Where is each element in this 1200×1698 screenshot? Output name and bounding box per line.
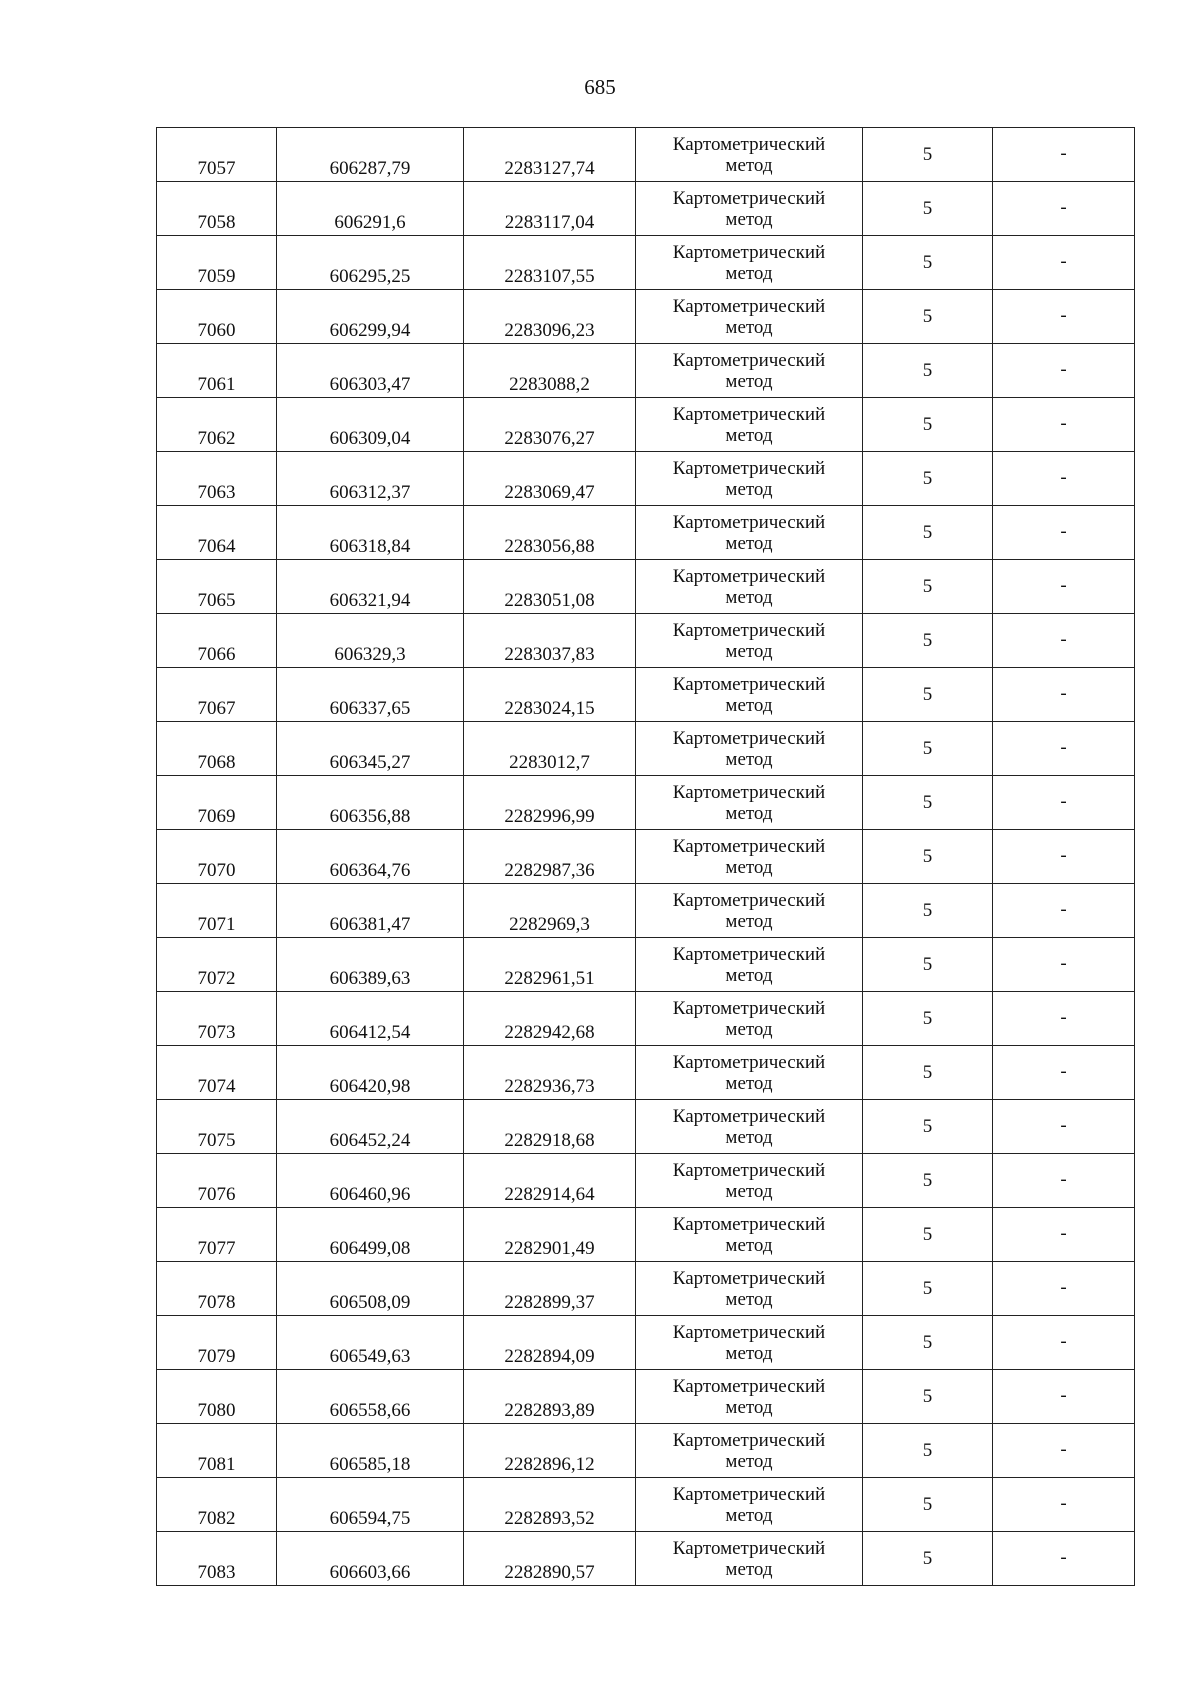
method-cell bbox=[636, 1478, 863, 1532]
table-row bbox=[157, 1046, 1135, 1100]
y-coordinate-cell: 2282894,09 bbox=[464, 1316, 636, 1370]
table-row bbox=[157, 1478, 1135, 1532]
note-cell: - bbox=[993, 776, 1135, 830]
point-number-cell: 7063 bbox=[157, 452, 277, 506]
method-line-1: Картометрический bbox=[672, 565, 826, 587]
point-number-cell: 7079 bbox=[157, 1316, 277, 1370]
note-cell: - bbox=[993, 1208, 1135, 1262]
table-row bbox=[157, 182, 1135, 236]
x-coordinate-cell: 606499,08 bbox=[277, 1208, 464, 1262]
method-line-2: метод bbox=[725, 154, 773, 176]
point-number-cell: 7083 bbox=[157, 1532, 277, 1586]
method-cell bbox=[636, 236, 863, 290]
y-coordinate-cell: 2282893,89 bbox=[464, 1370, 636, 1424]
method-cell bbox=[636, 398, 863, 452]
method-line-2: метод bbox=[725, 586, 773, 608]
point-number-cell: 7071 bbox=[157, 884, 277, 938]
method-cell bbox=[636, 128, 863, 182]
method-line-2: метод bbox=[725, 964, 773, 986]
point-number-cell: 7078 bbox=[157, 1262, 277, 1316]
method-line-1: Картометрический bbox=[672, 997, 826, 1019]
method-cell bbox=[636, 938, 863, 992]
method-cell bbox=[636, 992, 863, 1046]
method-line-2: метод bbox=[725, 1396, 773, 1418]
method-line-1: Картометрический bbox=[672, 1213, 826, 1235]
table-row bbox=[157, 722, 1135, 776]
table-row bbox=[157, 1154, 1135, 1208]
method-line-1: Картометрический bbox=[672, 835, 826, 857]
precision-cell: 5 bbox=[863, 560, 993, 614]
y-coordinate-cell: 2283056,88 bbox=[464, 506, 636, 560]
method-cell bbox=[636, 722, 863, 776]
method-line-2: метод bbox=[725, 208, 773, 230]
method-cell bbox=[636, 506, 863, 560]
method-line-2: метод bbox=[725, 856, 773, 878]
table-row bbox=[157, 938, 1135, 992]
note-cell: - bbox=[993, 1478, 1135, 1532]
note-cell: - bbox=[993, 1370, 1135, 1424]
table-row bbox=[157, 1532, 1135, 1586]
method-line-2: метод bbox=[725, 640, 773, 662]
x-coordinate-cell: 606312,37 bbox=[277, 452, 464, 506]
y-coordinate-cell: 2283127,74 bbox=[464, 128, 636, 182]
method-line-2: метод bbox=[725, 532, 773, 554]
y-coordinate-cell: 2283037,83 bbox=[464, 614, 636, 668]
point-number-cell: 7069 bbox=[157, 776, 277, 830]
point-number-cell: 7062 bbox=[157, 398, 277, 452]
point-number-cell: 7059 bbox=[157, 236, 277, 290]
note-cell: - bbox=[993, 830, 1135, 884]
note-cell: - bbox=[993, 1532, 1135, 1586]
y-coordinate-cell: 2282893,52 bbox=[464, 1478, 636, 1532]
table-body bbox=[157, 128, 1135, 1586]
method-line-1: Картометрический bbox=[672, 1429, 826, 1451]
method-cell bbox=[636, 290, 863, 344]
method-cell bbox=[636, 1100, 863, 1154]
method-line-1: Картометрический bbox=[672, 349, 826, 371]
precision-cell: 5 bbox=[863, 398, 993, 452]
method-line-1: Картометрический bbox=[672, 133, 826, 155]
x-coordinate-cell: 606291,6 bbox=[277, 182, 464, 236]
x-coordinate-cell: 606412,54 bbox=[277, 992, 464, 1046]
method-line-1: Картометрический bbox=[672, 943, 826, 965]
point-number-cell: 7072 bbox=[157, 938, 277, 992]
y-coordinate-cell: 2282901,49 bbox=[464, 1208, 636, 1262]
precision-cell: 5 bbox=[863, 1424, 993, 1478]
y-coordinate-cell: 2283076,27 bbox=[464, 398, 636, 452]
y-coordinate-cell: 2282942,68 bbox=[464, 992, 636, 1046]
y-coordinate-cell: 2283069,47 bbox=[464, 452, 636, 506]
y-coordinate-cell: 2282890,57 bbox=[464, 1532, 636, 1586]
precision-cell: 5 bbox=[863, 1478, 993, 1532]
note-cell: - bbox=[993, 1046, 1135, 1100]
point-number-cell: 7065 bbox=[157, 560, 277, 614]
point-number-cell: 7073 bbox=[157, 992, 277, 1046]
table-row bbox=[157, 668, 1135, 722]
point-number-cell: 7058 bbox=[157, 182, 277, 236]
note-cell: - bbox=[993, 668, 1135, 722]
note-cell: - bbox=[993, 1100, 1135, 1154]
method-line-1: Картометрический bbox=[672, 781, 826, 803]
table-row bbox=[157, 1424, 1135, 1478]
method-line-2: метод bbox=[725, 1180, 773, 1202]
method-cell bbox=[636, 344, 863, 398]
precision-cell: 5 bbox=[863, 1532, 993, 1586]
method-line-2: метод bbox=[725, 424, 773, 446]
table-row bbox=[157, 884, 1135, 938]
point-number-cell: 7057 bbox=[157, 128, 277, 182]
x-coordinate-cell: 606295,25 bbox=[277, 236, 464, 290]
method-line-1: Картометрический bbox=[672, 457, 826, 479]
method-line-1: Картометрический bbox=[672, 187, 826, 209]
precision-cell: 5 bbox=[863, 1100, 993, 1154]
note-cell: - bbox=[993, 398, 1135, 452]
method-line-1: Картометрический bbox=[672, 1321, 826, 1343]
method-line-2: метод bbox=[725, 370, 773, 392]
method-line-2: метод bbox=[725, 478, 773, 500]
table-row bbox=[157, 830, 1135, 884]
method-cell bbox=[636, 668, 863, 722]
y-coordinate-cell: 2283024,15 bbox=[464, 668, 636, 722]
y-coordinate-cell: 2282936,73 bbox=[464, 1046, 636, 1100]
method-line-2: метод bbox=[725, 1288, 773, 1310]
table-row bbox=[157, 1370, 1135, 1424]
precision-cell: 5 bbox=[863, 1208, 993, 1262]
y-coordinate-cell: 2282899,37 bbox=[464, 1262, 636, 1316]
table-row bbox=[157, 1316, 1135, 1370]
y-coordinate-cell: 2283088,2 bbox=[464, 344, 636, 398]
x-coordinate-cell: 606287,79 bbox=[277, 128, 464, 182]
y-coordinate-cell: 2282896,12 bbox=[464, 1424, 636, 1478]
table-row bbox=[157, 1262, 1135, 1316]
note-cell: - bbox=[993, 1424, 1135, 1478]
method-line-2: метод bbox=[725, 316, 773, 338]
method-cell bbox=[636, 614, 863, 668]
method-line-2: метод bbox=[725, 694, 773, 716]
table-row bbox=[157, 560, 1135, 614]
point-number-cell: 7060 bbox=[157, 290, 277, 344]
point-number-cell: 7068 bbox=[157, 722, 277, 776]
method-cell bbox=[636, 776, 863, 830]
precision-cell: 5 bbox=[863, 668, 993, 722]
method-cell bbox=[636, 830, 863, 884]
method-cell bbox=[636, 1532, 863, 1586]
point-number-cell: 7080 bbox=[157, 1370, 277, 1424]
method-cell bbox=[636, 884, 863, 938]
method-line-1: Картометрический bbox=[672, 1375, 826, 1397]
table-row bbox=[157, 398, 1135, 452]
method-line-2: метод bbox=[725, 1072, 773, 1094]
y-coordinate-cell: 2282987,36 bbox=[464, 830, 636, 884]
method-cell bbox=[636, 1316, 863, 1370]
x-coordinate-cell: 606364,76 bbox=[277, 830, 464, 884]
x-coordinate-cell: 606420,98 bbox=[277, 1046, 464, 1100]
precision-cell: 5 bbox=[863, 452, 993, 506]
method-line-2: метод bbox=[725, 1558, 773, 1580]
point-number-cell: 7067 bbox=[157, 668, 277, 722]
coordinates-table bbox=[156, 127, 1135, 1586]
note-cell: - bbox=[993, 560, 1135, 614]
method-line-2: метод bbox=[725, 910, 773, 932]
x-coordinate-cell: 606389,63 bbox=[277, 938, 464, 992]
table-row bbox=[157, 992, 1135, 1046]
method-line-1: Картометрический bbox=[672, 1267, 826, 1289]
precision-cell: 5 bbox=[863, 992, 993, 1046]
table-row bbox=[157, 128, 1135, 182]
point-number-cell: 7070 bbox=[157, 830, 277, 884]
point-number-cell: 7064 bbox=[157, 506, 277, 560]
x-coordinate-cell: 606337,65 bbox=[277, 668, 464, 722]
precision-cell: 5 bbox=[863, 938, 993, 992]
table-row bbox=[157, 506, 1135, 560]
y-coordinate-cell: 2283117,04 bbox=[464, 182, 636, 236]
note-cell: - bbox=[993, 1154, 1135, 1208]
note-cell: - bbox=[993, 1316, 1135, 1370]
method-line-1: Картометрический bbox=[672, 403, 826, 425]
method-line-1: Картометрический bbox=[672, 1051, 826, 1073]
method-line-2: метод bbox=[725, 748, 773, 770]
method-line-1: Картометрический bbox=[672, 295, 826, 317]
x-coordinate-cell: 606329,3 bbox=[277, 614, 464, 668]
table-row bbox=[157, 614, 1135, 668]
x-coordinate-cell: 606460,96 bbox=[277, 1154, 464, 1208]
x-coordinate-cell: 606508,09 bbox=[277, 1262, 464, 1316]
x-coordinate-cell: 606585,18 bbox=[277, 1424, 464, 1478]
method-cell bbox=[636, 1154, 863, 1208]
method-line-1: Картометрический bbox=[672, 1483, 826, 1505]
precision-cell: 5 bbox=[863, 344, 993, 398]
table-row bbox=[157, 452, 1135, 506]
method-cell bbox=[636, 1208, 863, 1262]
note-cell: - bbox=[993, 290, 1135, 344]
point-number-cell: 7074 bbox=[157, 1046, 277, 1100]
method-line-1: Картометрический bbox=[672, 241, 826, 263]
x-coordinate-cell: 606345,27 bbox=[277, 722, 464, 776]
precision-cell: 5 bbox=[863, 290, 993, 344]
method-line-2: метод bbox=[725, 802, 773, 824]
table-row bbox=[157, 776, 1135, 830]
method-line-1: Картометрический bbox=[672, 1537, 826, 1559]
point-number-cell: 7066 bbox=[157, 614, 277, 668]
method-line-2: метод bbox=[725, 1126, 773, 1148]
method-cell bbox=[636, 452, 863, 506]
y-coordinate-cell: 2283107,55 bbox=[464, 236, 636, 290]
x-coordinate-cell: 606356,88 bbox=[277, 776, 464, 830]
point-number-cell: 7082 bbox=[157, 1478, 277, 1532]
precision-cell: 5 bbox=[863, 236, 993, 290]
method-line-2: метод bbox=[725, 1504, 773, 1526]
precision-cell: 5 bbox=[863, 1370, 993, 1424]
point-number-cell: 7077 bbox=[157, 1208, 277, 1262]
table-row bbox=[157, 1100, 1135, 1154]
method-line-1: Картометрический bbox=[672, 511, 826, 533]
note-cell: - bbox=[993, 614, 1135, 668]
note-cell: - bbox=[993, 992, 1135, 1046]
x-coordinate-cell: 606309,04 bbox=[277, 398, 464, 452]
y-coordinate-cell: 2282961,51 bbox=[464, 938, 636, 992]
method-line-2: метод bbox=[725, 1450, 773, 1472]
note-cell: - bbox=[993, 1262, 1135, 1316]
table-row bbox=[157, 344, 1135, 398]
table-row bbox=[157, 290, 1135, 344]
y-coordinate-cell: 2283012,7 bbox=[464, 722, 636, 776]
precision-cell: 5 bbox=[863, 1262, 993, 1316]
x-coordinate-cell: 606452,24 bbox=[277, 1100, 464, 1154]
x-coordinate-cell: 606381,47 bbox=[277, 884, 464, 938]
note-cell: - bbox=[993, 938, 1135, 992]
method-line-2: метод bbox=[725, 1342, 773, 1364]
y-coordinate-cell: 2282969,3 bbox=[464, 884, 636, 938]
x-coordinate-cell: 606594,75 bbox=[277, 1478, 464, 1532]
method-line-2: метод bbox=[725, 1018, 773, 1040]
y-coordinate-cell: 2282996,99 bbox=[464, 776, 636, 830]
method-line-2: метод bbox=[725, 262, 773, 284]
note-cell: - bbox=[993, 506, 1135, 560]
precision-cell: 5 bbox=[863, 128, 993, 182]
point-number-cell: 7061 bbox=[157, 344, 277, 398]
method-line-1: Картометрический bbox=[672, 619, 826, 641]
precision-cell: 5 bbox=[863, 182, 993, 236]
precision-cell: 5 bbox=[863, 506, 993, 560]
note-cell: - bbox=[993, 182, 1135, 236]
point-number-cell: 7076 bbox=[157, 1154, 277, 1208]
table-row bbox=[157, 236, 1135, 290]
point-number-cell: 7075 bbox=[157, 1100, 277, 1154]
y-coordinate-cell: 2283051,08 bbox=[464, 560, 636, 614]
method-cell bbox=[636, 1046, 863, 1100]
precision-cell: 5 bbox=[863, 776, 993, 830]
x-coordinate-cell: 606549,63 bbox=[277, 1316, 464, 1370]
precision-cell: 5 bbox=[863, 830, 993, 884]
x-coordinate-cell: 606603,66 bbox=[277, 1532, 464, 1586]
method-line-1: Картометрический bbox=[672, 1105, 826, 1127]
note-cell: - bbox=[993, 452, 1135, 506]
precision-cell: 5 bbox=[863, 614, 993, 668]
method-line-1: Картометрический bbox=[672, 727, 826, 749]
y-coordinate-cell: 2282918,68 bbox=[464, 1100, 636, 1154]
method-line-1: Картометрический bbox=[672, 889, 826, 911]
x-coordinate-cell: 606318,84 bbox=[277, 506, 464, 560]
method-cell bbox=[636, 1424, 863, 1478]
table-row bbox=[157, 1208, 1135, 1262]
y-coordinate-cell: 2283096,23 bbox=[464, 290, 636, 344]
x-coordinate-cell: 606303,47 bbox=[277, 344, 464, 398]
x-coordinate-cell: 606558,66 bbox=[277, 1370, 464, 1424]
precision-cell: 5 bbox=[863, 1154, 993, 1208]
precision-cell: 5 bbox=[863, 722, 993, 776]
precision-cell: 5 bbox=[863, 1316, 993, 1370]
x-coordinate-cell: 606321,94 bbox=[277, 560, 464, 614]
note-cell: - bbox=[993, 884, 1135, 938]
page-number: 685 bbox=[584, 75, 616, 99]
point-number-cell: 7081 bbox=[157, 1424, 277, 1478]
precision-cell: 5 bbox=[863, 1046, 993, 1100]
method-cell bbox=[636, 1370, 863, 1424]
method-cell bbox=[636, 182, 863, 236]
method-line-2: метод bbox=[725, 1234, 773, 1256]
method-line-1: Картометрический bbox=[672, 1159, 826, 1181]
method-line-1: Картометрический bbox=[672, 673, 826, 695]
note-cell: - bbox=[993, 722, 1135, 776]
note-cell: - bbox=[993, 236, 1135, 290]
method-cell bbox=[636, 1262, 863, 1316]
note-cell: - bbox=[993, 128, 1135, 182]
method-cell bbox=[636, 560, 863, 614]
precision-cell: 5 bbox=[863, 884, 993, 938]
x-coordinate-cell: 606299,94 bbox=[277, 290, 464, 344]
note-cell: - bbox=[993, 344, 1135, 398]
y-coordinate-cell: 2282914,64 bbox=[464, 1154, 636, 1208]
